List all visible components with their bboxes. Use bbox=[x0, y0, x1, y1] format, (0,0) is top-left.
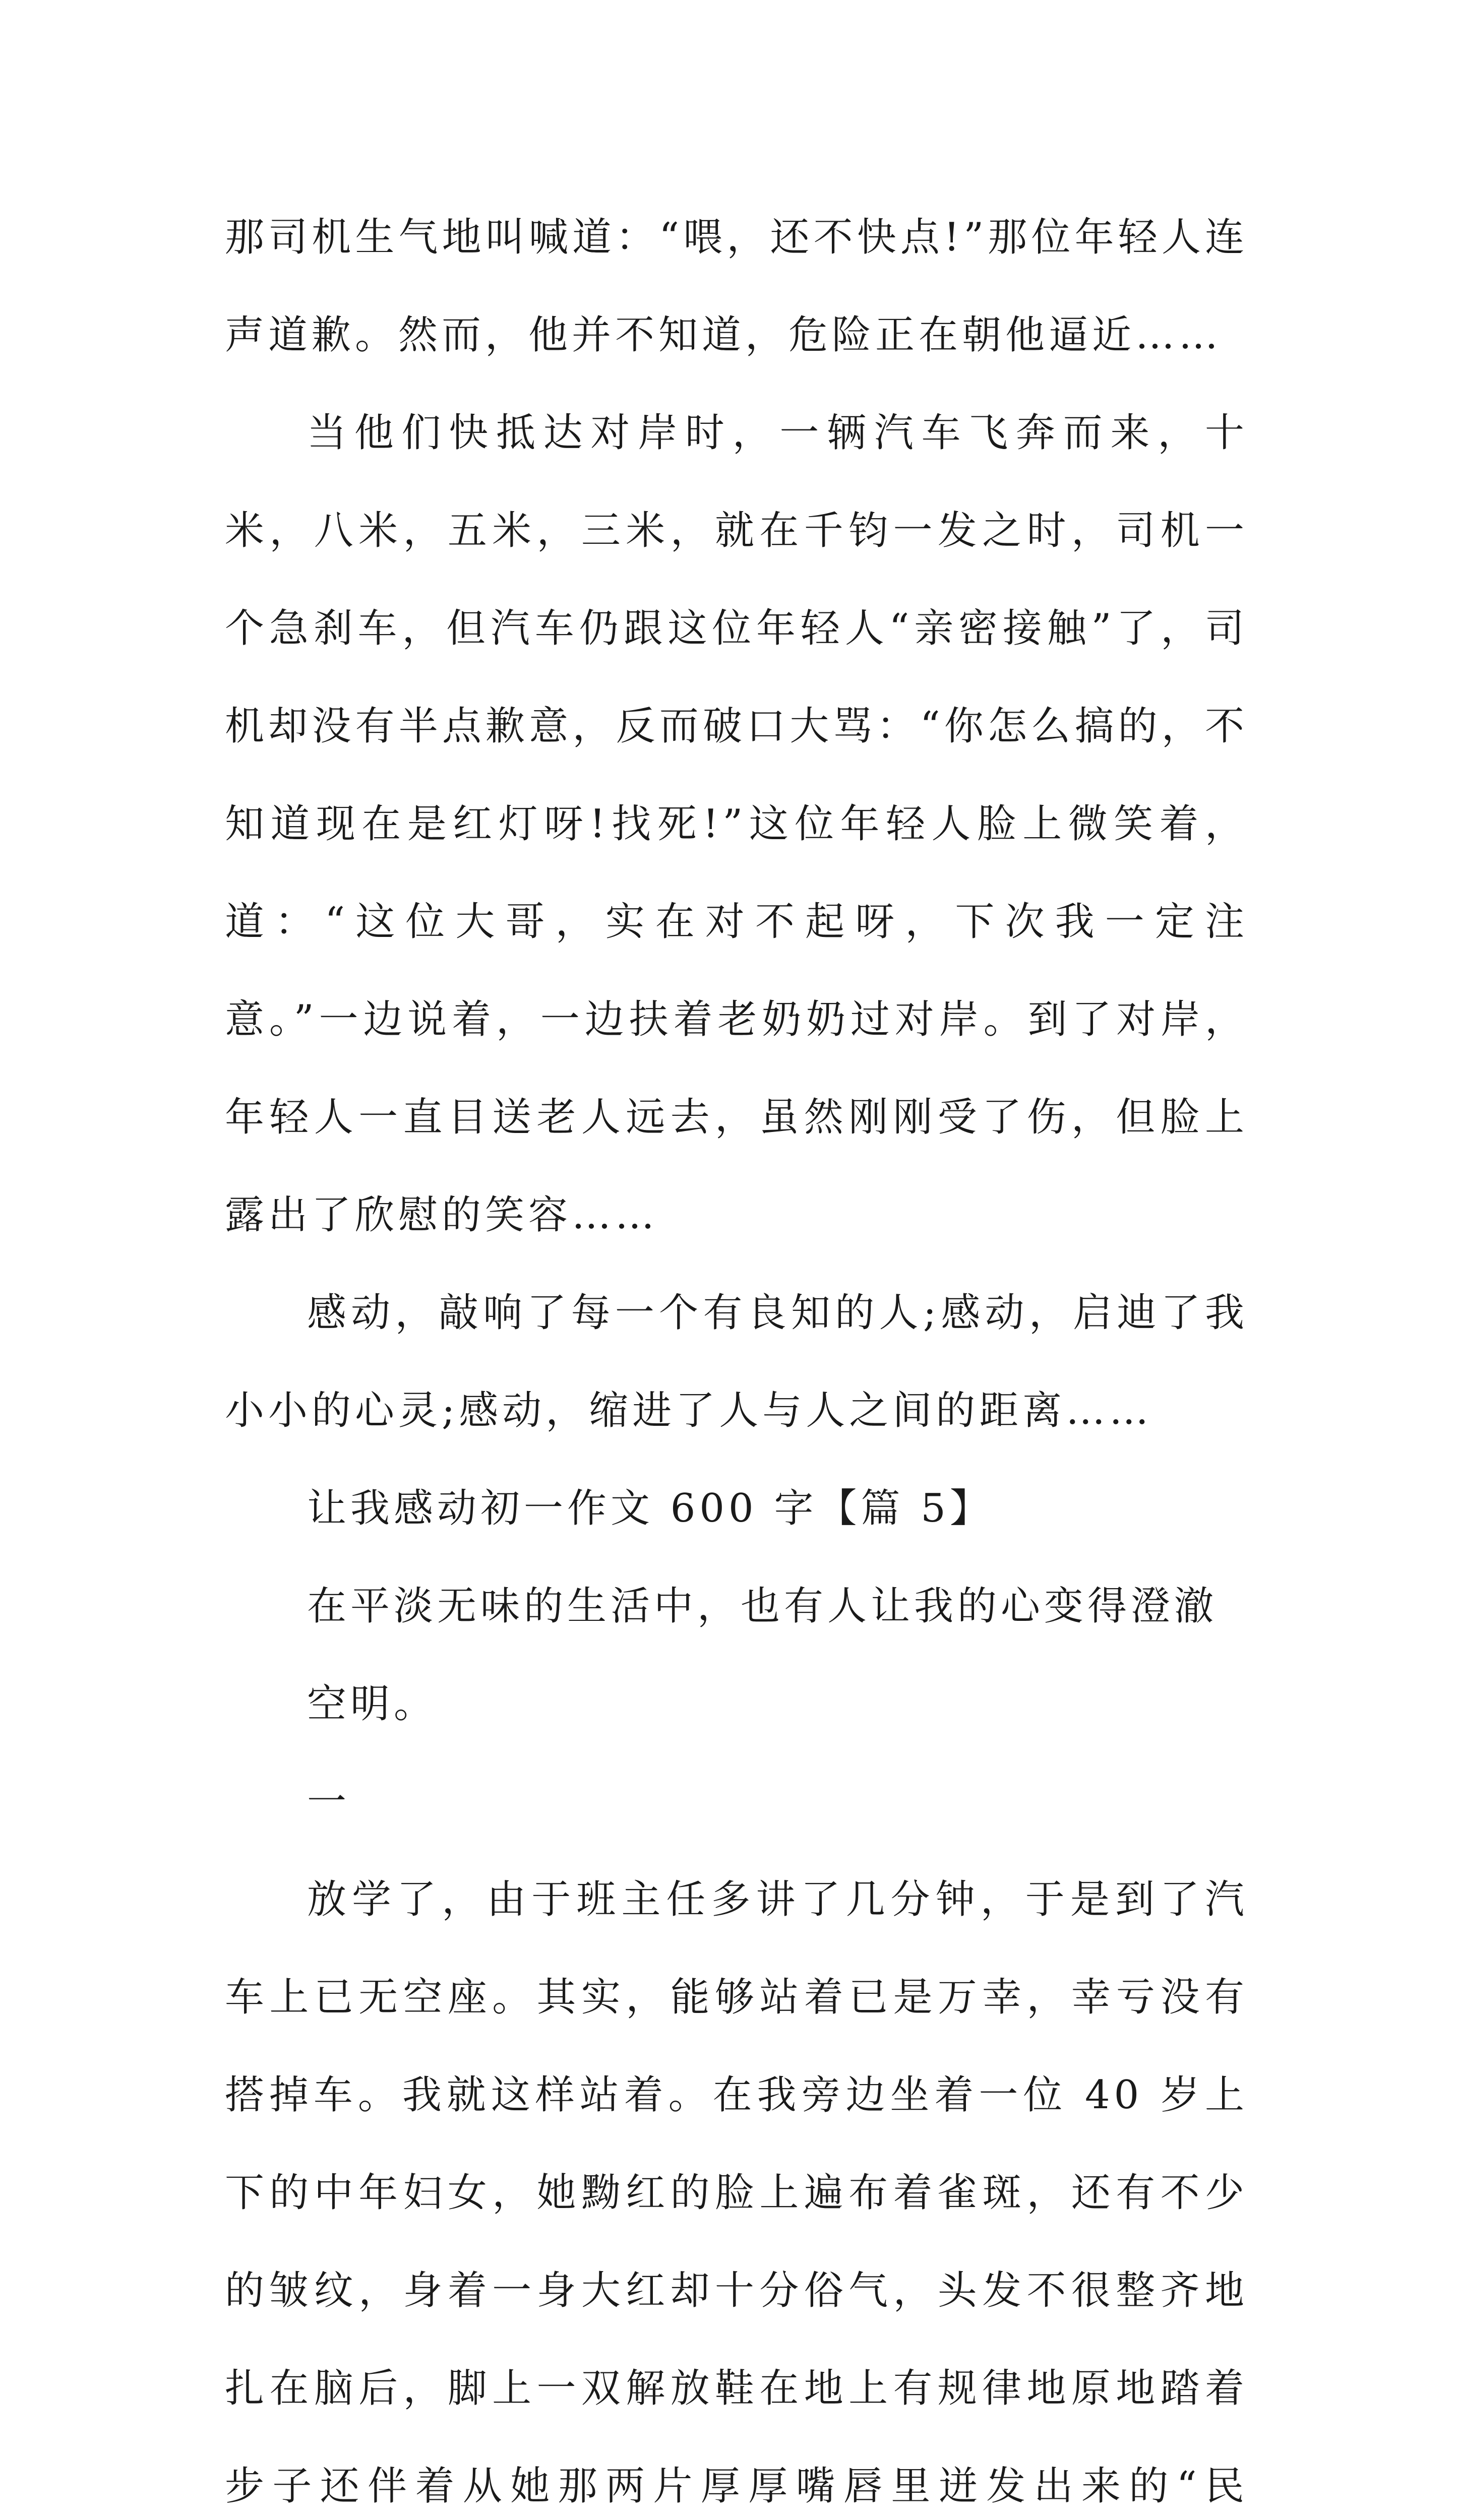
document-body bbox=[225, 188, 1248, 2520]
paragraph-2: 当他们快抵达对岸时，一辆汽车飞奔而来，十米，八米，五米，三米，就在千钧一发之时，司机一个急刹车，但汽车仍跟这位年轻人“亲密接触”了，司机却没有半点歉意，反而破口大骂：“你怎么搞的，不知道现在是红灯呀!找死!”这位年轻人脸上微笑着，道：“这位大哥，实在对不起呀，下次我一定注意。”一边说着，一边扶着老奶奶过对岸。到了对岸，年轻人一直目送老人远去，虽然刚刚受了伤，但脸上露出了欣慰的笑容…… bbox=[225, 410, 1248, 1238]
paragraph-4: 放学了，由于班主任多讲了几分钟，于是到了汽车上已无空座。其实，能够站着已是万幸，幸亏没有搭掉车。我就这样站着。在我旁边坐着一位 40 岁上下的中年妇女，她黝红的脸上遍布着雀斑，还有不少的皱纹，身着一身大红却十分俗气，头发不很整齐地扎在脑后，脚上一双解放鞋在地上有规律地原地踏着步子还伴着从她那两片厚厚嘴唇里迸发出来的“民 bbox=[225, 1877, 1248, 2509]
intro-line: 在平淡无味的生活中，也有人让我的心变得澄澈空明。 bbox=[307, 1584, 1218, 1727]
paragraph-3: 感动，敲响了每一个有良知的人;感动，启迪了我小小的心灵;感动，缩进了人与人之间的距离…… bbox=[225, 1290, 1248, 1433]
section-heading: 让我感动初一作文 600 字【篇 5】 bbox=[307, 1486, 993, 1531]
paragraph-1: 那司机生气地叫喊道：“喂，还不快点!”那位年轻人连声道歉。然而，他并不知道，危险正在朝他逼近…… bbox=[225, 215, 1248, 358]
section-number: 一 bbox=[307, 1779, 351, 1824]
